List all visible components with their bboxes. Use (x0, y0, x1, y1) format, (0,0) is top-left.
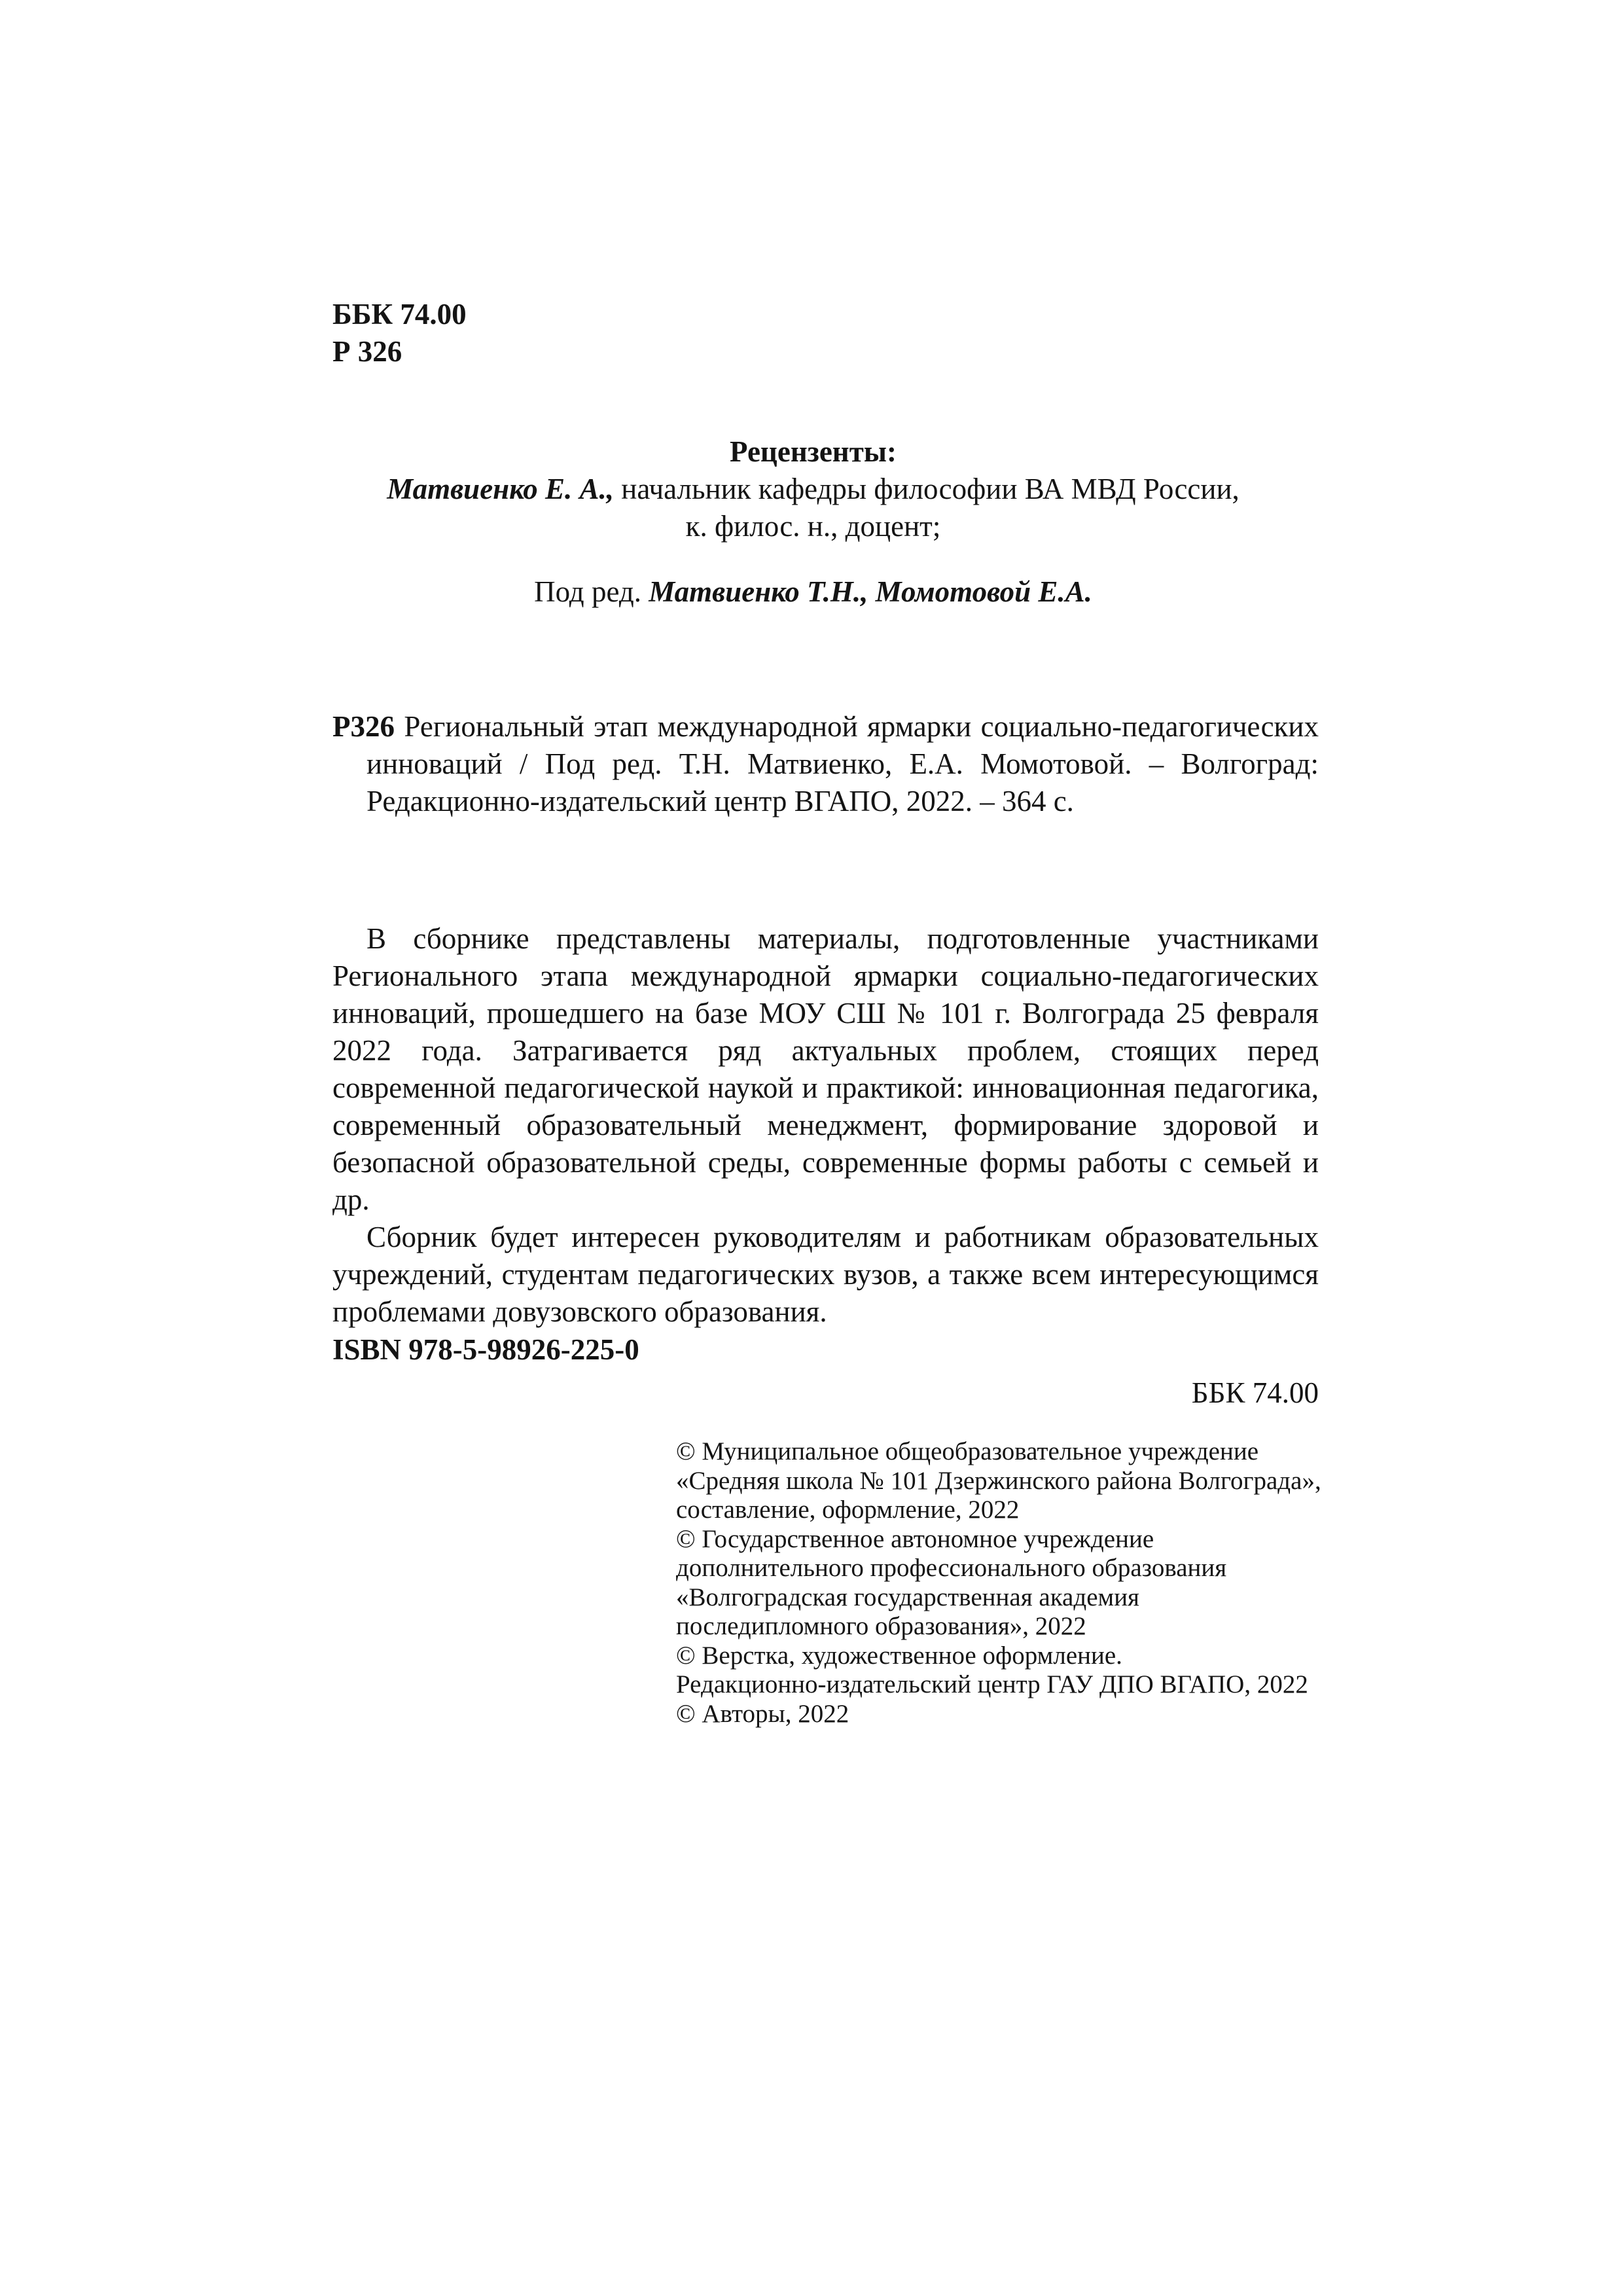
reviewers-heading: Рецензенты: (730, 435, 897, 468)
copyright-line: «Волгоградская государственная академия (676, 1583, 1139, 1611)
copyright-block (676, 1437, 1337, 1729)
abstract-block (332, 920, 1319, 1331)
catalog-entry-block (332, 708, 1319, 820)
copyright-line: © Авторы, 2022 (676, 1699, 849, 1728)
editors-names: Матвиенко Т.Н., Момотовой Е.А. (649, 575, 1092, 608)
catalog-code: Р326 (332, 710, 395, 743)
copyright-line: дополнительного профессионального образования (676, 1554, 1227, 1582)
reviewer-degree: к. филос. н., доцент; (685, 510, 941, 543)
copyright-line: составление, оформление, 2022 (676, 1496, 1020, 1524)
reviewer-name: Матвиенко Е. А., (387, 473, 615, 505)
reviewers-block (298, 433, 1329, 545)
editors-line (298, 573, 1329, 611)
catalog-entry (332, 708, 1319, 820)
copyright-line: последипломного образования», 2022 (676, 1612, 1086, 1640)
bbk-classification-block (332, 296, 467, 370)
abstract-paragraph-1: В сборнике представлены материалы, подготовленные участниками Регионального этапа международной ярмарки социально-педагогических инноваций, прошедшего на базе МОУ СШ № 101 г. Волгограда 25 февраля 2022 года. Затрагивается ряд актуальных проблем, стоящих перед современной педагогической наукой и практикой: инновационная педагогика, современный образовательный менеджмент, формирование здоровой и безопасной образовательной среды, современные формы работы с семьей и др. (332, 922, 1319, 1216)
author-sign: Р 326 (332, 335, 402, 368)
bbk-code-bottom: ББК 74.00 (1191, 1376, 1319, 1409)
abstract-paragraph-2: Сборник будет интересен руководителям и работникам образовательных учреждений, студентам педагогических вузов, а также всем интересующимся проблемами довузовского образования. (332, 1221, 1319, 1328)
copyright-line: © Муниципальное общеобразовательное учреждение (676, 1437, 1259, 1465)
copyright-line: © Государственное автономное учреждение (676, 1524, 1154, 1553)
isbn-line: ISBN 978-5-98926-225-0 (332, 1333, 639, 1366)
copyright-line: Редакционно-издательский центр ГАУ ДПО ВГАПО, 2022 (676, 1670, 1308, 1698)
bbk-code-top: ББК 74.00 (332, 298, 467, 331)
editors-prefix: Под ред. (534, 575, 641, 608)
copyright-line: «Средняя школа № 101 Дзержинского района Волгограда», (676, 1466, 1321, 1495)
copyright-line: © Верстка, художественное оформление. (676, 1641, 1122, 1670)
catalog-text: Региональный этап международной ярмарки социально-педагогических инноваций / Под ред. Т.Н. Матвиенко, Е.А. Момотовой. – Волгоград: Редакционно-издательский центр ВГАПО, 2022. – 364 с. (366, 710, 1319, 817)
reviewer-affiliation: начальник кафедры философии ВА МВД России, (621, 473, 1240, 505)
reviewer-line (298, 471, 1329, 508)
